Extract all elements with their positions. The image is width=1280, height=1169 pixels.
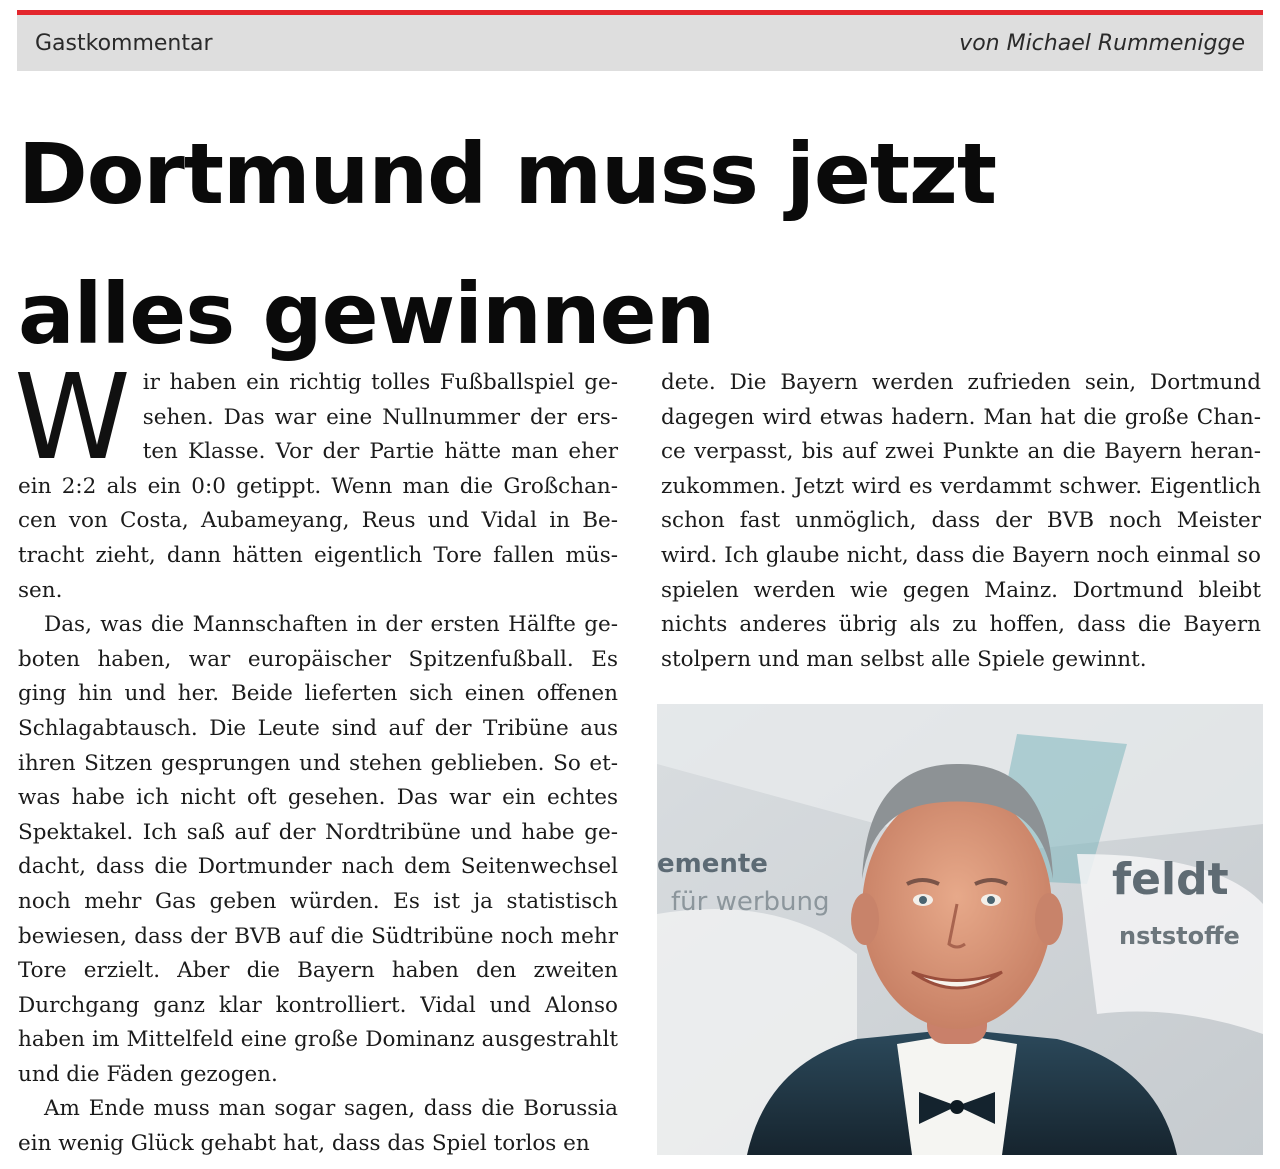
shirt [897,1034,1017,1155]
portrait-illustration [657,704,1263,1155]
backdrop-text-1: emente [657,849,768,879]
drop-cap: W [14,348,131,486]
backdrop-text-2: für werbung [671,887,830,917]
backdrop-text-4: nststoffe [1119,922,1240,950]
article-headline: Dortmund muss jetzt alles gewinnen [18,125,997,363]
article-paragraph-2: Das, was die Mannschaften in der ersten Hälfte geboten haben, war europäischer Spitzenfußball. Es ging hin und her. Beide lieferten sich einen offenen Schlagabtausch. Die Leute sind auf der Tribüne aus ihren Sitzen gesprungen und stehen geblieben. So etwas habe ich nicht oft gesehen. Das war ein echtes Spektakel. Ich saß auf der Nordtribüne und habe gedacht, dass die Dortmunder nach dem Seitenwechsel noch mehr Gas geben würden. Es ist ja statistisch bewiesen, dass der BVB auf die Südtribüne noch mehr Tore erzielt. Aber die Bayern haben den zweiten Durchgang ganz klar kontrolliert. Vidal und Alonso haben im Mittelfeld eine große Dominanz ausgestrahlt und die Fäden gezogen. [18,612,618,1087]
paragraph-1-text: ir haben ein richtig tolles Fußballspiel gesehen. Das war eine Nullnummer der ersten Klasse. Vor der Partie hätte man eher ein 2:2 als ein 0:0 getippt. Wenn man die Großchancen von Costa, Aubameyang, Reus und Vidal in Betracht zieht, dann hätten eigentlich Tore fallen müssen. [18,370,618,603]
backdrop-text-3: feldt [1112,854,1229,905]
article-paragraph-1 [14,348,618,608]
section-label: Gastkommentar [35,30,213,56]
author-byline: von Michael Rummenigge [959,30,1245,56]
article-paragraph-3-end: dete. Die Bayern werden zufrieden sein, Dortmund dagegen wird etwas hadern. Man hat die große Chance verpasst, bis auf zwei Punkte an die Bayern heranzukommen. Jetzt wird es verdammt schwer. Eigentlich schon fast unmöglich, dass der BVB noch Meister wird. Ich glaube nicht, dass die Bayern noch einmal so spielen werden wie gegen Mainz. Dortmund bleibt nichts anderes übrig als zu hoffen, dass die Bayern stolpern und man selbst alle Spiele gewinnt. [661,370,1261,672]
article-paragraph-3-start: Am Ende muss man sogar sagen, dass die Borussia ein wenig Glück gehabt hat, dass das Spiel torlos en [18,1096,618,1157]
rubric-bar [17,15,1263,71]
article-column-left [14,348,618,1162]
author-portrait-photo [657,704,1263,1155]
article-column-right [661,366,1261,677]
